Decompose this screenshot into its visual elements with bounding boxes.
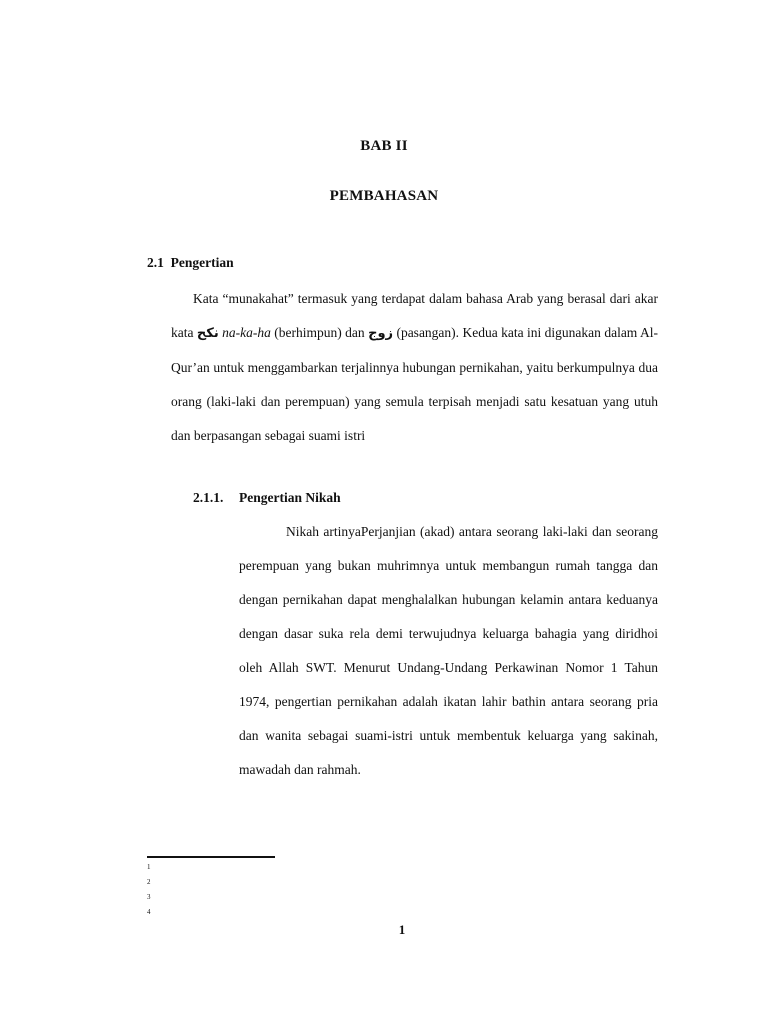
paragraph-text-part1: Kata “munakahat” termasuk yang terdapat dalam bahasa Arab yang berasal dari akar kata: [171, 291, 658, 340]
footnotes: [147, 860, 151, 920]
arabic-word-zawj: زوج: [368, 326, 394, 341]
chapter-title: PEMBAHASAN: [329, 188, 439, 204]
page-number: 1: [398, 922, 406, 937]
section-title: Pengertian Nikah: [239, 490, 341, 505]
footnote-separator: [147, 856, 275, 858]
transliteration-nakaha: na-ka-ha: [222, 325, 271, 340]
arabic-word-nakaha: نكح: [196, 326, 219, 341]
section-heading-2-1: 2.1 Pengertian: [147, 255, 234, 270]
footnote-marker: 4: [147, 908, 151, 916]
section-number: 2.1.1.: [193, 490, 224, 505]
paragraph-text-part3: (berhimpun) dan: [270, 325, 369, 340]
footnote-marker: 3: [147, 893, 151, 901]
paragraph-pengertian: [171, 282, 658, 453]
paragraph-pengertian-nikah: [239, 515, 658, 787]
paragraph-nikah-text: Nikah artinyaPerjanjian (akad) antara seorang laki-laki dan seorang perempuan yang bukan muhrimnya untuk membangun rumah tangga dan dengan pernikahan dapat menghalalkan hubungan kelamin antara keduanya dengan dasar suka rela demi terwujudnya keluarga bahagia yang diridhoi oleh Allah SWT. Menurut Undang-Undang Perkawinan Nomor 1 Tahun 1974, pengertian pernikahan adalah ikatan lahir bathin antara seorang pria dan wanita sebagai suami-istri untuk membentuk keluarga yang sakinah, mawadah dan rahmah.: [239, 524, 658, 777]
footnote-marker: 2: [147, 878, 151, 886]
paragraph-text-part4: (pasangan). Kedua kata ini digunakan dalam Al-Qur’an untuk menggambarkan terjalinnya hubungan pernikahan, yaitu berkumpulnya dua orang (laki-laki dan perempuan) yang semula terpisah menjadi satu kesatuan yang utuh dan berpasangan sebagai suami istri: [171, 325, 658, 443]
section-heading-2-1-1: [193, 490, 341, 506]
chapter-label: BAB II: [360, 138, 408, 154]
footnote-marker: 1: [147, 863, 151, 871]
